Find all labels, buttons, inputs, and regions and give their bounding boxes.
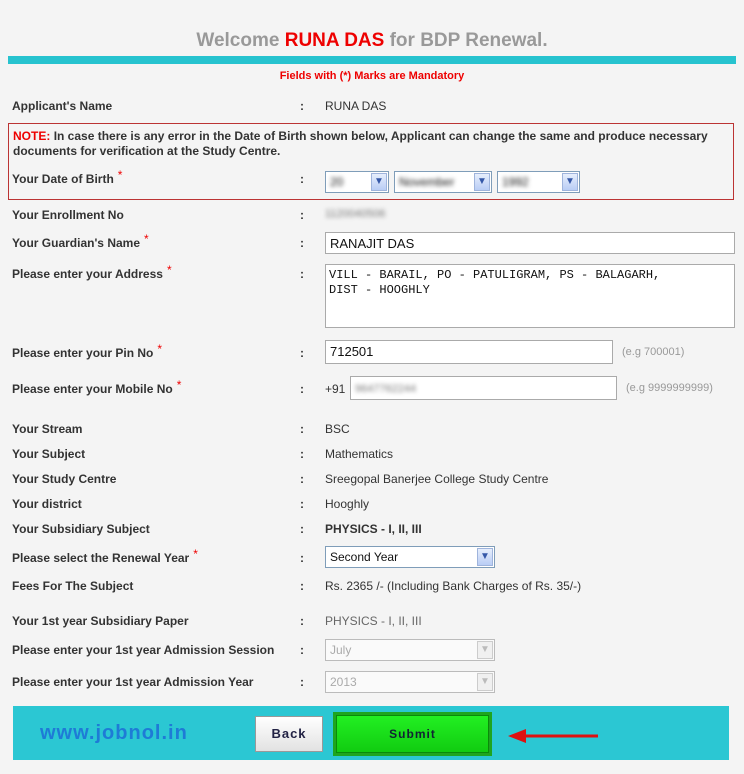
dob-month-select[interactable]: November ▼ (394, 171, 492, 193)
guardian-name-input[interactable]: RANAJIT DAS (325, 232, 735, 254)
renewal-year-select[interactable]: Second Year ▼ (325, 546, 495, 568)
applicant-name-title: RUNA DAS (284, 30, 385, 51)
stream-label: Your Stream (12, 422, 83, 436)
colon: : (300, 208, 304, 222)
first-year-paper-label: Your 1st year Subsidiary Paper (12, 614, 189, 628)
mandatory-note: Fields with (*) Marks are Mandatory (279, 70, 465, 82)
admission-session-label: Please enter your 1st year Admission Session (12, 643, 275, 657)
chevron-down-icon: ▼ (562, 173, 578, 191)
page-title: Welcome RUNA DAS for BDP Renewal. (196, 30, 548, 51)
colon: : (300, 472, 304, 486)
admission-year-select[interactable]: 2013 ▼ (325, 671, 495, 693)
chevron-down-icon: ▼ (474, 173, 490, 191)
colon: : (300, 236, 304, 250)
submit-button-label: Submit (336, 715, 489, 753)
subject-label: Your Subject (12, 447, 86, 461)
red-arrow-icon (508, 727, 600, 745)
pin-label: Please enter your Pin No * (12, 342, 163, 360)
colon: : (300, 99, 304, 113)
colon: : (300, 422, 304, 436)
subject-value: Mathematics (325, 447, 394, 461)
fees-label: Fees For The Subject (12, 579, 134, 593)
admission-year-label: Please enter your 1st year Admission Year (12, 675, 254, 689)
dob-day-select[interactable]: 20 ▼ (325, 171, 389, 193)
chevron-down-icon: ▼ (477, 673, 493, 691)
mobile-label: Please enter your Mobile No * (12, 378, 182, 396)
guardian-label: Your Guardian's Name * (12, 232, 149, 250)
colon: : (300, 267, 304, 281)
colon: : (300, 172, 304, 186)
mobile-input[interactable]: 9647762244 (350, 376, 617, 400)
colon: : (300, 382, 304, 396)
first-year-paper-value: PHYSICS - I, II, III (325, 614, 422, 628)
pin-hint: (e.g 700001) (622, 346, 685, 358)
dob-label: Your Date of Birth * (12, 168, 123, 186)
enrollment-label: Your Enrollment No (12, 208, 124, 222)
subsidiary-value: PHYSICS - I, II, III (325, 522, 422, 536)
applicant-name-value: RUNA DAS (325, 99, 387, 113)
district-value: Hooghly (325, 497, 370, 511)
colon: : (300, 551, 304, 565)
renewal-year-label: Please select the Renewal Year * (12, 547, 198, 565)
colon: : (300, 522, 304, 536)
address-textarea[interactable]: VILL - BARAIL, PO - PATULIGRAM, PS - BALAGARH, DIST - HOOGHLY (325, 264, 735, 328)
colon: : (300, 497, 304, 511)
header-bar (8, 56, 736, 64)
dob-note: NOTE: In case there is any error in the Date of Birth shown below, Applicant can change the same and produce necessary documents for verification at the Study Centre. (13, 129, 708, 158)
applicant-name-label: Applicant's Name (12, 99, 113, 113)
chevron-down-icon: ▼ (371, 173, 387, 191)
chevron-down-icon: ▼ (477, 641, 493, 659)
colon: : (300, 643, 304, 657)
stream-value: BSC (325, 422, 350, 436)
dob-year-select[interactable]: 1992 ▼ (497, 171, 580, 193)
colon: : (300, 346, 304, 360)
colon: : (300, 614, 304, 628)
pin-input[interactable]: 712501 (325, 340, 613, 364)
back-button[interactable]: Back (255, 716, 323, 752)
district-label: Your district (12, 497, 82, 511)
admission-session-select[interactable]: July ▼ (325, 639, 495, 661)
fees-value: Rs. 2365 /- (Including Bank Charges of Rs. 35/-) (325, 579, 582, 593)
colon: : (300, 675, 304, 689)
colon: : (300, 447, 304, 461)
mobile-hint: (e.g 9999999999) (626, 382, 713, 394)
mobile-prefix: +91 (325, 382, 346, 396)
study-centre-label: Your Study Centre (12, 472, 117, 486)
colon: : (300, 579, 304, 593)
chevron-down-icon: ▼ (477, 548, 493, 566)
study-centre-value: Sreegopal Banerjee College Study Centre (325, 472, 549, 486)
subsidiary-label: Your Subsidiary Subject (12, 522, 150, 536)
enrollment-value: 1120040506 (325, 208, 386, 220)
submit-button[interactable] (333, 712, 492, 756)
address-label: Please enter your Address * (12, 263, 172, 281)
watermark: www.jobnol.in (40, 722, 188, 744)
